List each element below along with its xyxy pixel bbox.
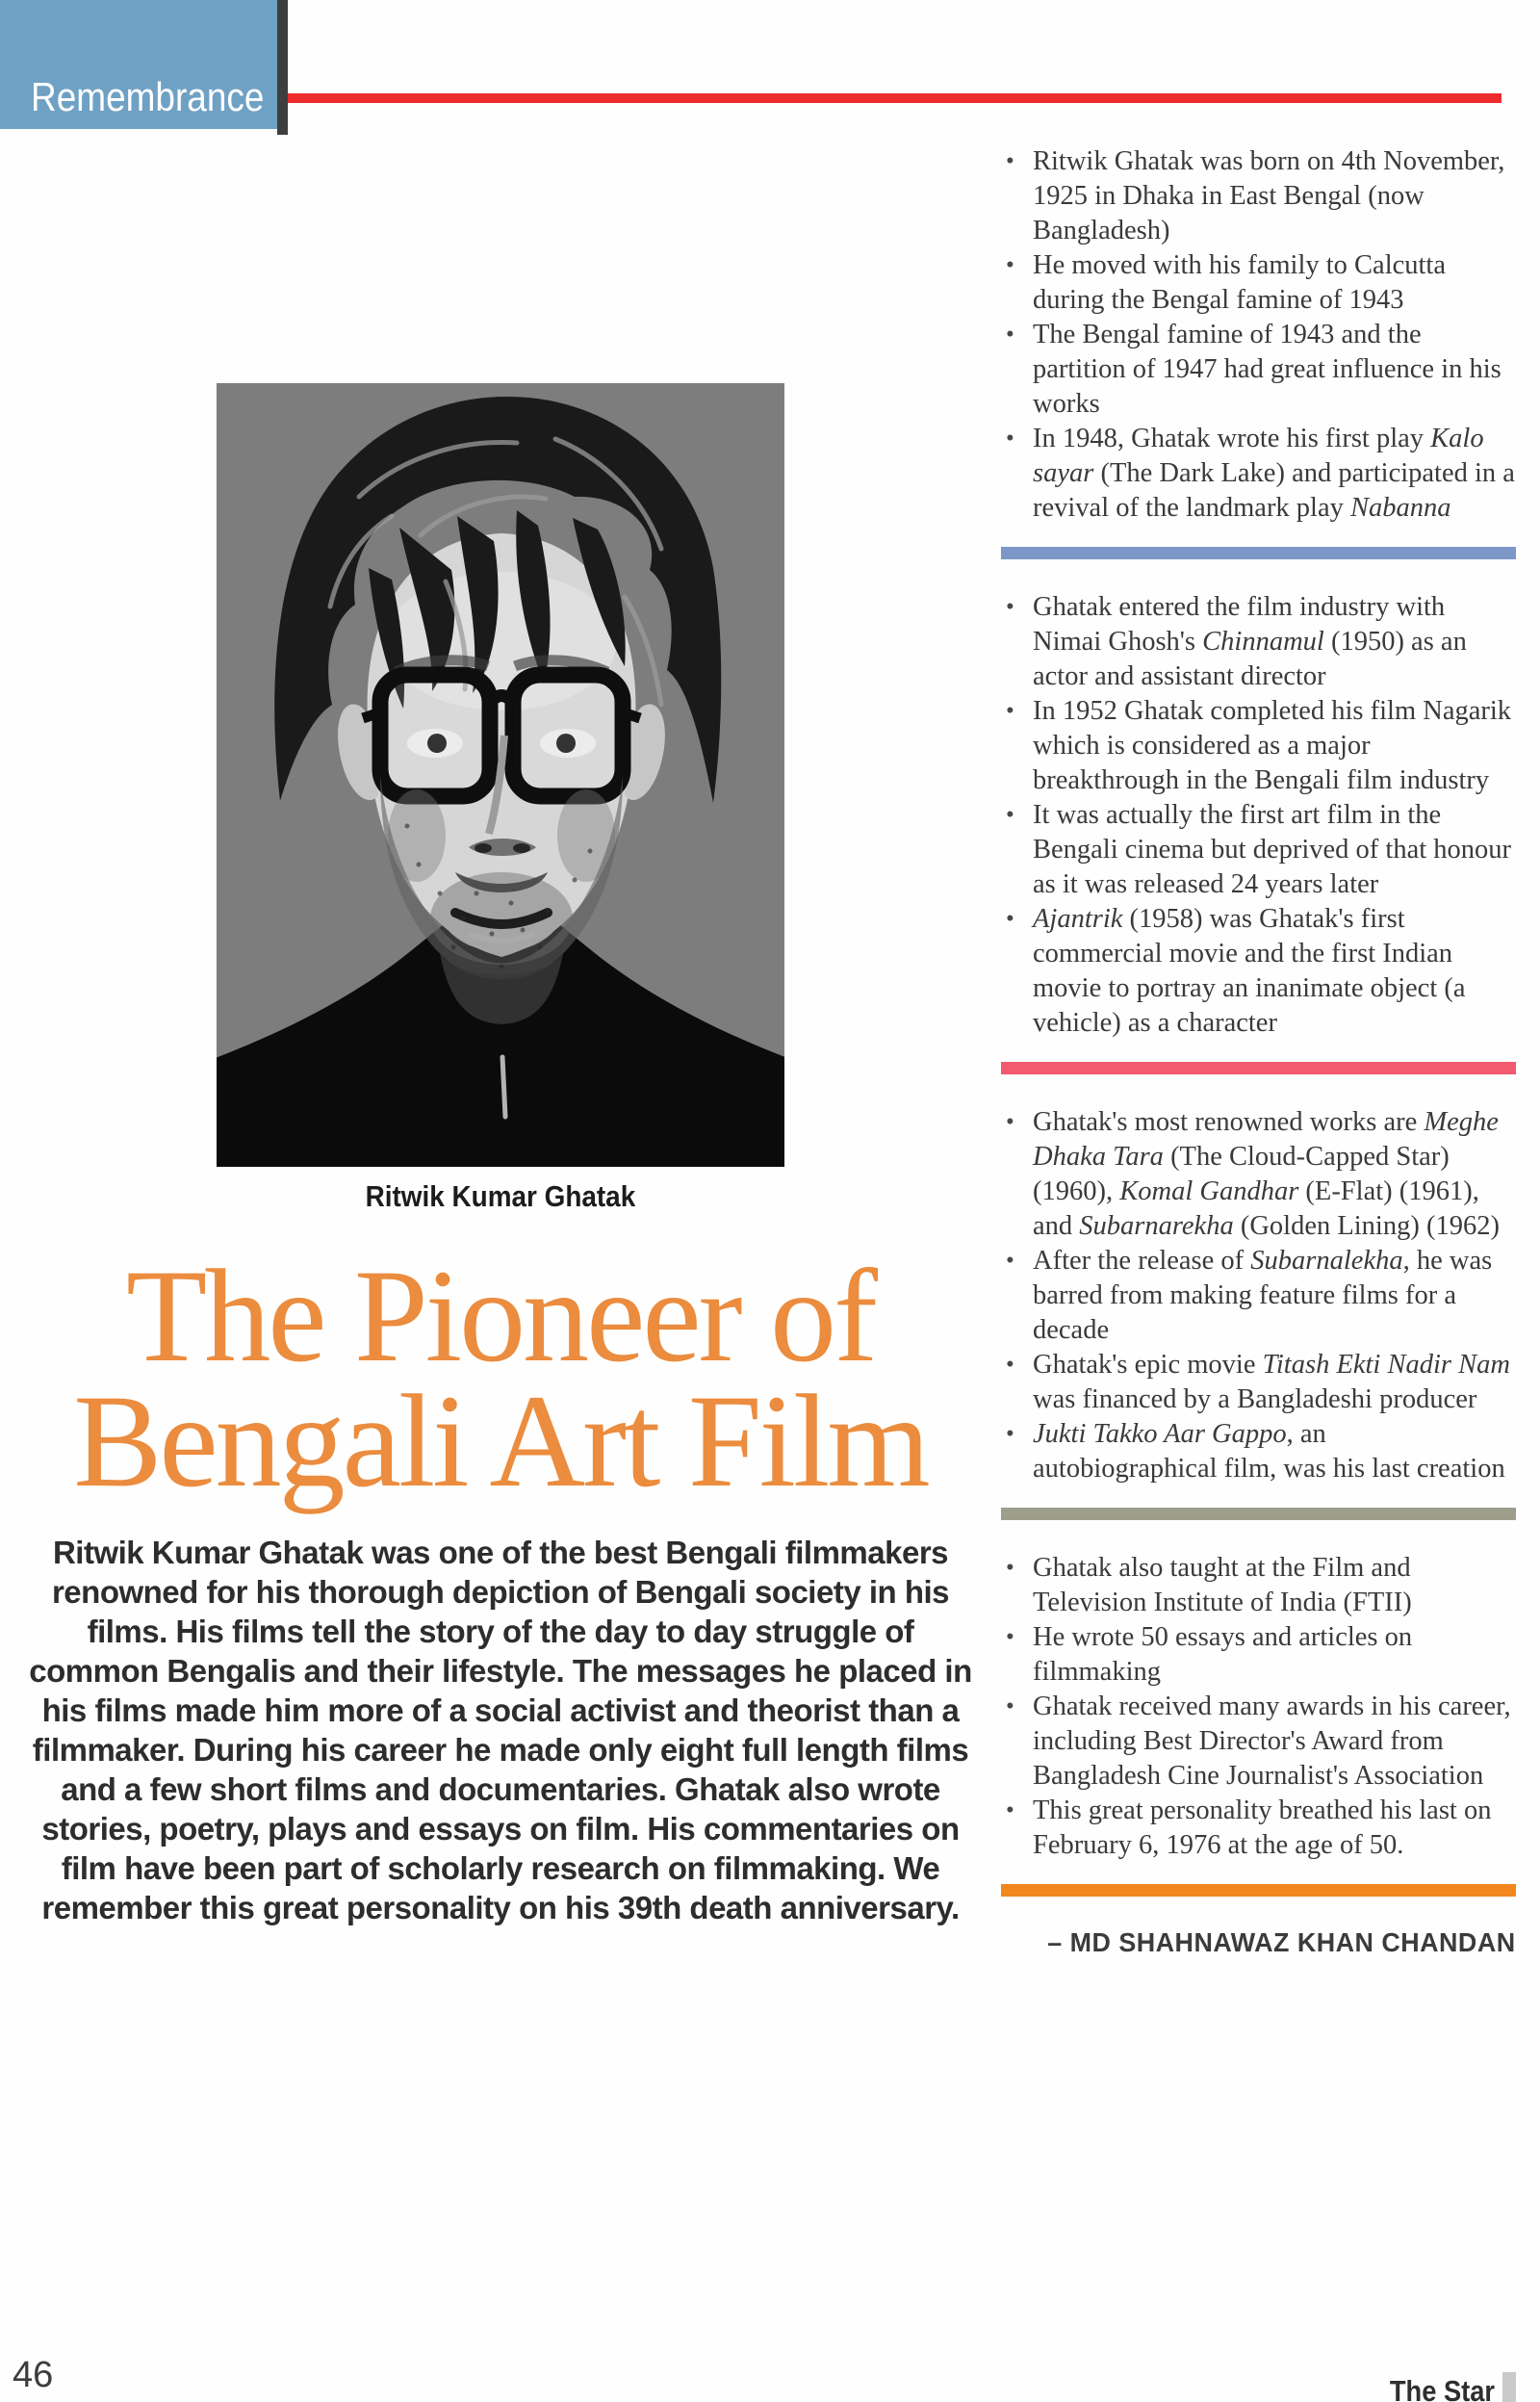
article-title bbox=[24, 1242, 977, 1514]
fact-item: • In 1952 Ghatak completed his film Nagarik which is considered as a major breakthrough in the Bengali film industry bbox=[1001, 694, 1516, 798]
fact-item: • Ghatak also taught at the Film and Television Institute of India (FTII) bbox=[1001, 1551, 1516, 1620]
section-divider bbox=[1001, 1884, 1516, 1897]
fact-item: • He moved with his family to Calcutta during the Bengal famine of 1943 bbox=[1001, 248, 1516, 318]
fact-item: • He wrote 50 essays and articles on filmmaking bbox=[1001, 1620, 1516, 1690]
footer-brand-bar bbox=[1502, 2372, 1516, 2402]
section-kicker-box bbox=[0, 0, 277, 129]
footer-brand bbox=[1338, 2372, 1516, 2402]
intro-paragraph: Ritwik Kumar Ghatak was one of the best Bengali filmmakers renowned for his thorough depiction of Bengali society in his films. His films tell the story of the day to day struggle of common Bengalis and their lifestyle. The messages he placed in his films made him more of a social activist and theorist than a filmmaker. During his career he made only eight full length films and a few short films and documentaries. Ghatak also wrote stories, poetry, plays and essays on film. His commentaries on film have been part of scholarly research on filmmaking. We remember this great personality on his 39th death anniversary. bbox=[29, 1535, 972, 1925]
fact-item: • Jukti Takko Aar Gappo, an autobiographical film, was his last creation bbox=[1001, 1417, 1516, 1486]
photo-caption bbox=[217, 1180, 784, 1213]
fact-item: • The Bengal famine of 1943 and the partition of 1947 had great influence in his works bbox=[1001, 318, 1516, 422]
kicker-accent-bar bbox=[277, 0, 288, 135]
section-divider bbox=[1001, 1062, 1516, 1074]
byline-text: – MD SHAHNAWAZ KHAN CHANDAN bbox=[1047, 1927, 1516, 1957]
footer-brand-label: The Star bbox=[1389, 2374, 1495, 2402]
fact-item: • It was actually the first art film in the Bengali cinema but deprived of that honour as it was released 24 years later bbox=[1001, 798, 1516, 902]
fact-item: • Ajantrik (1958) was Ghatak's first commercial movie and the first Indian movie to portray an inanimate object (a vehicle) as a character bbox=[1001, 902, 1516, 1041]
header-rule bbox=[288, 93, 1502, 103]
fact-item: • In 1948, Ghatak wrote his first play Kalo sayar (The Dark Lake) and participated in a revival of the landmark play Nabanna bbox=[1001, 422, 1516, 526]
section-divider bbox=[1001, 1508, 1516, 1520]
fact-item: • Ghatak entered the film industry with Nimai Ghosh's Chinnamul (1950) as an actor and assistant director bbox=[1001, 590, 1516, 694]
page-number: 46 bbox=[13, 2355, 54, 2395]
fact-item: • Ghatak's most renowned works are Meghe Dhaka Tara (The Cloud-Capped Star) (1960), Komal Gandhar (E-Flat) (1961), and Subarnarekha (Golden Lining) (1962) bbox=[1001, 1105, 1516, 1244]
facts-column bbox=[1001, 144, 1516, 1958]
fact-item: • Ritwik Ghatak was born on 4th November, 1925 in Dhaka in East Bengal (now Bangladesh) bbox=[1001, 144, 1516, 248]
fact-list bbox=[1001, 1551, 1516, 1863]
byline bbox=[1001, 1927, 1516, 1958]
fact-item: • This great personality breathed his last on February 6, 1976 at the age of 50. bbox=[1001, 1794, 1516, 1863]
fact-item: • After the release of Subarnalekha, he was barred from making feature films for a decade bbox=[1001, 1244, 1516, 1348]
fact-list bbox=[1001, 590, 1516, 1041]
section-kicker-label: Remembrance bbox=[30, 74, 264, 119]
article-title-line2: Bengali Art Film bbox=[73, 1367, 928, 1514]
fact-list bbox=[1001, 1105, 1516, 1486]
fact-sections bbox=[1001, 144, 1516, 1897]
article-title-line1: The Pioneer of bbox=[125, 1242, 876, 1389]
section-divider bbox=[1001, 547, 1516, 559]
portrait-photo bbox=[217, 383, 784, 1167]
fact-list bbox=[1001, 144, 1516, 526]
photo-caption-text: Ritwik Kumar Ghatak bbox=[365, 1179, 636, 1213]
fact-item: • Ghatak received many awards in his career, including Best Director's Award from Bangladesh Cine Journalist's Association bbox=[1001, 1690, 1516, 1794]
fact-item: • Ghatak's epic movie Titash Ekti Nadir Nam was financed by a Bangladeshi producer bbox=[1001, 1348, 1516, 1417]
